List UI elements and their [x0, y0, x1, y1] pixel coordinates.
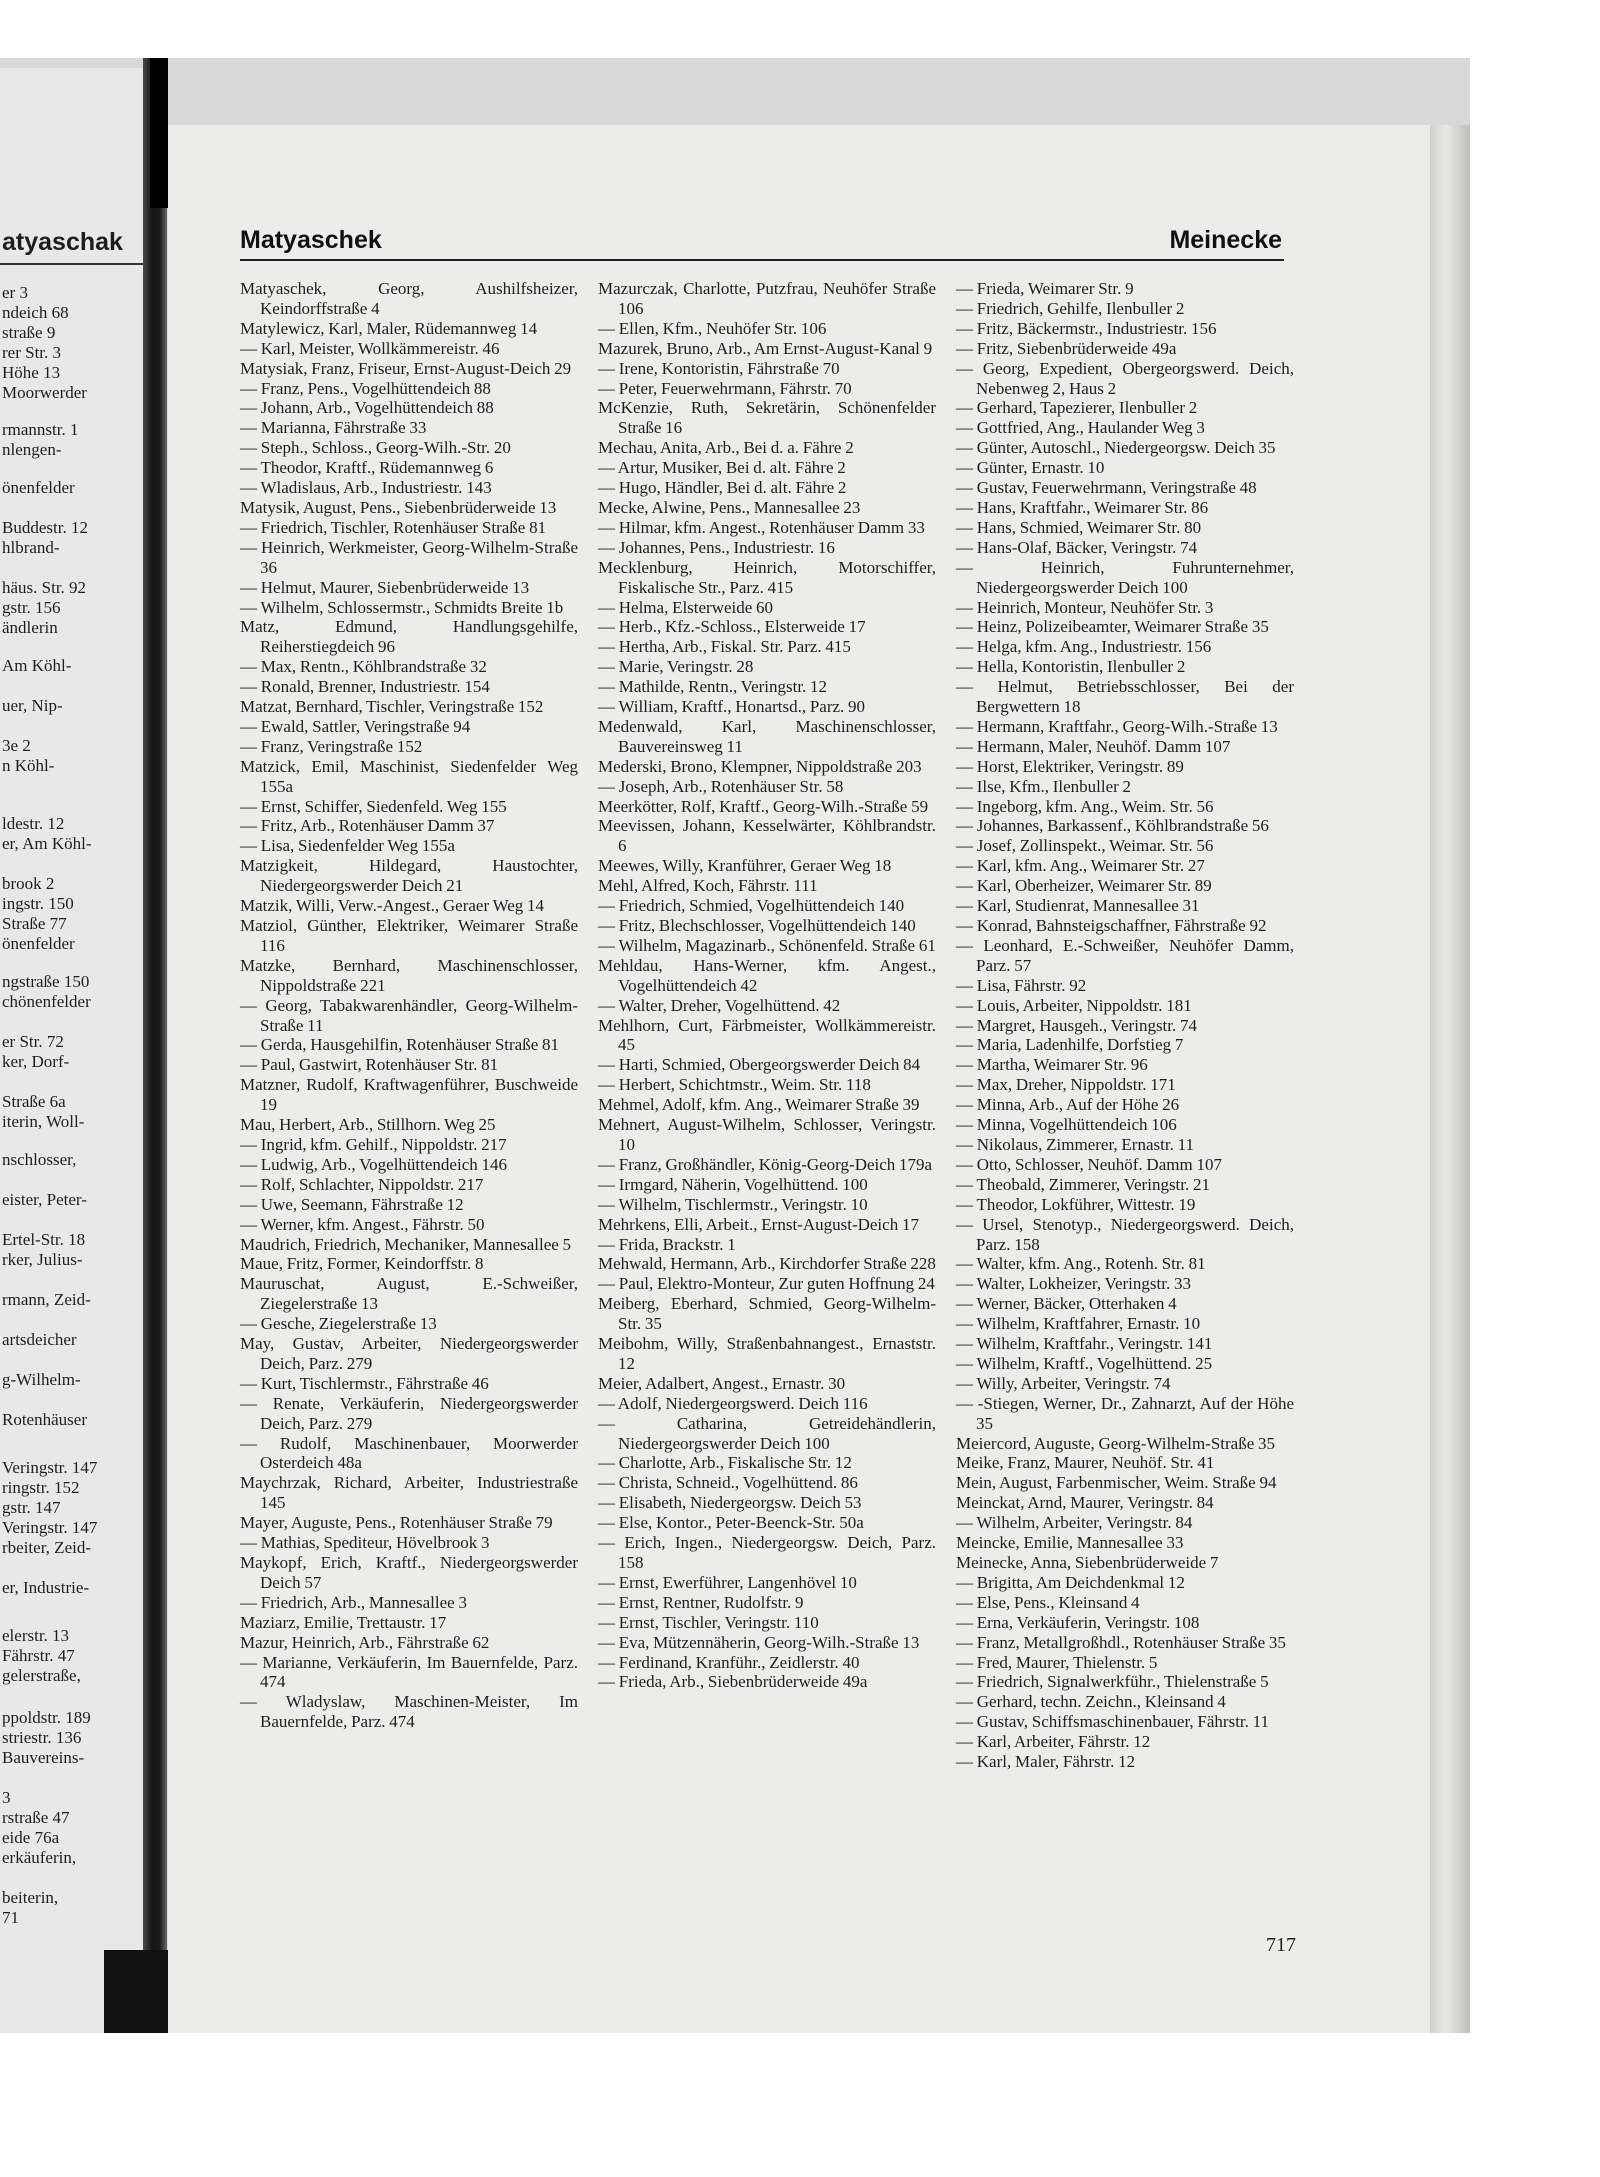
- directory-entry: — Ronald, Brenner, Industriestr. 154: [240, 677, 490, 697]
- directory-entry: — Harti, Schmied, Obergeorgswerder Deich 84: [598, 1055, 921, 1075]
- directory-entry: — Gustav, Schiffsmaschinenbauer, Fährstr. 11: [956, 1712, 1270, 1732]
- header-rule: [240, 259, 1284, 261]
- directory-entry: — Theodor, Lokführer, Wittestr. 19: [956, 1194, 1196, 1214]
- directory-entry: — Artur, Musiker, Bei d. alt. Fähre 2: [598, 458, 846, 478]
- directory-entry: — Fritz, Bäckermstr., Industriestr. 156: [956, 318, 1217, 338]
- directory-entry: — Josef, Zollinspekt., Weimar. Str. 56: [956, 836, 1214, 856]
- left-page-line: hlbrand-: [2, 538, 60, 557]
- directory-entry: Matz, Edmund, Handlungsgehilfe, Reiherstiegdeich 96: [240, 617, 578, 657]
- directory-entry: — Herbert, Schichtmstr., Weim. Str. 118: [598, 1075, 871, 1095]
- directory-entry: — Fritz, Arb., Rotenhäuser Damm 37: [240, 816, 495, 836]
- directory-entry: May, Gustav, Arbeiter, Niedergeorgswerder Deich, Parz. 279: [240, 1334, 578, 1373]
- directory-entry: — Irene, Kontoristin, Fährstraße 70: [598, 358, 840, 378]
- directory-entry: — Friedrich, Signalwerkführ., Thielenstraße 5: [956, 1672, 1269, 1692]
- scan-margin: [1470, 58, 1600, 2033]
- directory-entry: — Marianne, Verkäuferin, Im Bauernfelde, Parz. 474: [240, 1652, 578, 1692]
- directory-entry: — Otto, Schlosser, Neuhöf. Damm 107: [956, 1154, 1222, 1174]
- page-edge-stack: [1430, 125, 1470, 2033]
- left-page-line: Veringstr. 147: [2, 1518, 98, 1537]
- directory-entry: Mau, Herbert, Arb., Stillhorn. Weg 25: [240, 1115, 496, 1135]
- left-page-line: rker, Julius-: [2, 1250, 83, 1269]
- left-page-line: n Köhl-: [2, 756, 55, 775]
- directory-entry: — Martha, Weimarer Str. 96: [956, 1055, 1148, 1075]
- directory-entry: — Ellen, Kfm., Neuhöfer Str. 106: [598, 318, 827, 338]
- directory-entry: — Franz, Metallgroßhdl., Rotenhäuser Straße 35: [956, 1632, 1286, 1652]
- directory-entry: — Herb., Kfz.-Schloss., Elsterweide 17: [598, 617, 866, 637]
- directory-entry: Mederski, Brono, Klempner, Nippoldstraße 203: [598, 756, 922, 776]
- left-page-line: rer Str. 3: [2, 343, 62, 362]
- directory-entry: — Georg, Expedient, Obergeorgswerd. Deich, Nebenweg 2, Haus 2: [956, 358, 1294, 398]
- directory-entry: — Charlotte, Arb., Fiskalische Str. 12: [598, 1453, 852, 1473]
- directory-entry: Meinckat, Arnd, Maurer, Veringstr. 84: [956, 1493, 1214, 1513]
- directory-entry: — Konrad, Bahnsteigschaffner, Fährstraße 92: [956, 916, 1267, 935]
- directory-entry: — Fritz, Siebenbrüderweide 49a: [956, 338, 1177, 358]
- directory-entry: — Ernst, Schiffer, Siedenfeld. Weg 155: [240, 796, 507, 816]
- directory-entry: Mehrkens, Elli, Arbeit., Ernst-August-Deich 17: [598, 1214, 919, 1234]
- directory-entry: — Gerhard, techn. Zeichn., Kleinsand 4: [956, 1692, 1226, 1712]
- directory-entry: — Walter, Lokheizer, Veringstr. 33: [956, 1274, 1191, 1294]
- directory-entry: Mehl, Alfred, Koch, Fährstr. 111: [598, 876, 818, 896]
- directory-entry: — Ingrid, kfm. Gehilf., Nippoldstr. 217: [240, 1134, 507, 1154]
- left-page-line: ker, Dorf-: [2, 1052, 70, 1071]
- directory-entry: Maue, Fritz, Former, Keindorffstr. 8: [240, 1254, 484, 1274]
- directory-entry: — Ernst, Rentner, Rudolfstr. 9: [598, 1592, 804, 1612]
- directory-entry: Matysiak, Franz, Friseur, Ernst-August-Deich 29: [240, 358, 572, 378]
- directory-entry: — Lisa, Siedenfelder Weg 155a: [240, 836, 455, 856]
- directory-entry: — Gustav, Feuerwehrmann, Veringstraße 48: [956, 478, 1257, 498]
- left-page-fragment: [0, 68, 148, 2033]
- left-page-line: önenfelder: [2, 934, 75, 953]
- directory-entry: Matzik, Willi, Verw.-Angest., Geraer Weg 14: [240, 896, 545, 916]
- directory-entry: — Erich, Ingen., Niedergeorgsw. Deich, Parz. 158: [598, 1533, 936, 1572]
- directory-entry: — Heinz, Polizeibeamter, Weimarer Straße 35: [956, 617, 1269, 637]
- directory-entry: Matziol, Günther, Elektriker, Weimarer Straße 116: [240, 916, 578, 955]
- page-number: 717: [1266, 1934, 1296, 1956]
- directory-entry: — Steph., Schloss., Georg-Wilh.-Str. 20: [240, 438, 511, 458]
- directory-entry: — Hermann, Kraftfahr., Georg-Wilh.-Straße 13: [956, 716, 1278, 736]
- left-page-line: ändlerin: [2, 618, 58, 637]
- directory-entry: — Friedrich, Tischler, Rotenhäuser Straße 81: [240, 517, 547, 537]
- directory-entry: — Helga, kfm. Ang., Industriestr. 156: [956, 637, 1212, 657]
- directory-entry: — Karl, Arbeiter, Fährstr. 12: [956, 1732, 1151, 1752]
- directory-entry: — Max, Dreher, Nippoldstr. 171: [956, 1075, 1176, 1095]
- directory-entry: — Hans-Olaf, Bäcker, Veringstr. 74: [956, 537, 1198, 557]
- directory-entry: — Wilhelm, Kraftf., Vogelhüttend. 25: [956, 1353, 1213, 1373]
- directory-entry: — Hans, Kraftfahr., Weimarer Str. 86: [956, 497, 1209, 517]
- left-page-header: atyaschak: [2, 228, 123, 256]
- directory-entry: — Horst, Elektriker, Veringstr. 89: [956, 756, 1184, 776]
- directory-entry: — Hella, Kontoristin, Ilenbuller 2: [956, 657, 1186, 677]
- directory-entry: Meerkötter, Rolf, Kraftf., Georg-Wilh.-Straße 59: [598, 796, 929, 816]
- left-page-line: Höhe 13: [2, 363, 61, 382]
- left-page-line: häus. Str. 92: [2, 578, 87, 597]
- directory-entry: — Adolf, Niedergeorgswerd. Deich 116: [598, 1393, 868, 1413]
- left-page-line: Rotenhäuser: [2, 1410, 87, 1429]
- directory-entry: Mazur, Heinrich, Arb., Fährstraße 62: [240, 1632, 490, 1652]
- left-page-line: ndeich 68: [2, 303, 69, 322]
- left-page-line: uer, Nip-: [2, 696, 63, 715]
- directory-entry: Matzick, Emil, Maschinist, Siedenfelder Weg 155a: [240, 756, 578, 796]
- directory-entry: Matysik, August, Pens., Siebenbrüderweide 13: [240, 497, 557, 517]
- left-page-line: straße 9: [2, 323, 56, 342]
- directory-entry: — Wilhelm, Magazinarb., Schönenfeld. Straße 61: [598, 935, 936, 955]
- directory-entry: — Paul, Elektro-Monteur, Zur guten Hoffnung 24: [598, 1274, 935, 1294]
- directory-entry: — Irmgard, Näherin, Vogelhüttend. 100: [598, 1174, 868, 1194]
- directory-entry: — Heinrich, Monteur, Neuhöfer Str. 3: [956, 597, 1214, 617]
- directory-entry: — Wladyslaw, Maschinen-Meister, Im Bauernfelde, Parz. 474: [240, 1692, 578, 1732]
- left-page-line: Bauvereins-: [2, 1748, 85, 1767]
- directory-entry: — Minna, Arb., Auf der Höhe 26: [956, 1095, 1180, 1115]
- directory-entry: Meike, Franz, Maurer, Neuhöf. Str. 41: [956, 1453, 1215, 1473]
- directory-entry: — Uwe, Seemann, Fährstraße 12: [240, 1194, 464, 1214]
- directory-entry: Maudrich, Friedrich, Mechaniker, Mannesallee 5: [240, 1234, 572, 1254]
- directory-entry: — Frieda, Arb., Siebenbrüderweide 49a: [598, 1672, 868, 1692]
- directory-entry: — Hans, Schmied, Weimarer Str. 80: [956, 517, 1202, 537]
- directory-entry: Matzke, Bernhard, Maschinenschlosser, Nippoldstraße 221: [240, 955, 578, 995]
- directory-entry: — Friedrich, Gehilfe, Ilenbuller 2: [956, 298, 1185, 318]
- directory-entry: — Erna, Verkäuferin, Veringstr. 108: [956, 1612, 1200, 1632]
- left-page-line: gstr. 156: [2, 598, 61, 617]
- directory-entry: Mazurczak, Charlotte, Putzfrau, Neuhöfer Straße 106: [598, 279, 936, 318]
- directory-entry: — Günter, Autoschl., Niedergeorgsw. Deich 35: [956, 438, 1276, 458]
- left-page-line: rmann, Zeid-: [2, 1290, 91, 1309]
- directory-entry: Matzigkeit, Hildegard, Haustochter, Niedergeorgswerder Deich 21: [240, 856, 578, 896]
- directory-entry: — Wilhelm, Schlossermstr., Schmidts Breite 1b: [240, 597, 564, 617]
- directory-entry: — Catharina, Getreidehändlerin, Niedergeorgswerder Deich 100: [598, 1413, 936, 1453]
- directory-entry: — Karl, Maler, Fährstr. 12: [956, 1752, 1136, 1772]
- book-spine: [143, 58, 167, 2033]
- directory-column-1: [240, 279, 578, 1732]
- directory-entry: — Mathilde, Rentn., Veringstr. 12: [598, 677, 828, 697]
- directory-entry: Medenwald, Karl, Maschinenschlosser, Bauvereinsweg 11: [598, 716, 936, 756]
- left-page-line: Moorwerder: [2, 383, 87, 402]
- directory-entry: — Helmut, Betriebsschlosser, Bei der Bergwettern 18: [956, 677, 1294, 717]
- directory-entry: Meewes, Willy, Kranführer, Geraer Weg 18: [598, 856, 892, 876]
- directory-entry: — Leonhard, E.-Schweißer, Neuhöfer Damm, Parz. 57: [956, 935, 1294, 975]
- running-header-left: Matyaschek: [240, 226, 382, 254]
- left-page-line: er Str. 72: [2, 1032, 64, 1051]
- left-page-line: Am Köhl-: [2, 656, 72, 675]
- directory-entry: — Helmut, Maurer, Siebenbrüderweide 13: [240, 577, 530, 597]
- directory-entry: — Marianna, Fährstraße 33: [240, 418, 427, 438]
- directory-entry: — Heinrich, Werkmeister, Georg-Wilhelm-Straße 36: [240, 537, 578, 577]
- directory-entry: — Karl, Studienrat, Mannesallee 31: [956, 896, 1200, 916]
- directory-entry: — -Stiegen, Werner, Dr., Zahnarzt, Auf der Höhe 35: [956, 1393, 1294, 1433]
- left-page-line: ngstraße 150: [2, 972, 90, 991]
- directory-entry: — Günter, Ernastr. 10: [956, 458, 1105, 478]
- directory-entry: — Johannes, Pens., Industriestr. 16: [598, 537, 835, 557]
- left-page-line: eide 76a: [2, 1828, 60, 1847]
- left-page-line: brook 2: [2, 874, 55, 893]
- directory-entry: Meincke, Emilie, Mannesallee 33: [956, 1533, 1184, 1553]
- directory-entry: Mechau, Anita, Arb., Bei d. a. Fähre 2: [598, 438, 854, 458]
- left-page-line: önenfelder: [2, 478, 75, 497]
- left-page-line: Straße 6a: [2, 1092, 66, 1111]
- directory-entry: — Gerda, Hausgehilfin, Rotenhäuser Straße 81: [240, 1035, 559, 1055]
- left-page-line: iterin, Woll-: [2, 1112, 85, 1131]
- directory-entry: — Hilmar, kfm. Angest., Rotenhäuser Damm 33: [598, 517, 925, 537]
- left-page-line: erkäuferin,: [2, 1848, 77, 1867]
- left-page-line: g-Wilhelm-: [2, 1370, 81, 1389]
- directory-entry: — Ilse, Kfm., Ilenbuller 2: [956, 776, 1132, 796]
- directory-entry: — Helma, Elsterweide 60: [598, 597, 774, 617]
- left-page-line: artsdeicher: [2, 1330, 77, 1349]
- left-page-line: ppoldstr. 189: [2, 1708, 91, 1727]
- directory-entry: — Theobald, Zimmerer, Veringstr. 21: [956, 1174, 1211, 1194]
- directory-entry: — Ernst, Tischler, Veringstr. 110: [598, 1612, 819, 1632]
- directory-entry: — Fred, Maurer, Thielenstr. 5: [956, 1652, 1158, 1672]
- directory-entry: — Ingeborg, kfm. Ang., Weim. Str. 56: [956, 796, 1214, 816]
- directory-entry: — Hermann, Maler, Neuhöf. Damm 107: [956, 736, 1231, 756]
- directory-entry: — Karl, kfm. Ang., Weimarer Str. 27: [956, 856, 1205, 876]
- left-page-line: striestr. 136: [2, 1728, 82, 1747]
- directory-entry: — Joseph, Arb., Rotenhäuser Str. 58: [598, 776, 844, 796]
- directory-entry: Meibohm, Willy, Straßenbahnangest., Ernaststr. 12: [598, 1334, 936, 1373]
- directory-column-2: [598, 279, 936, 1692]
- directory-entry: Mecke, Alwine, Pens., Mannesallee 23: [598, 497, 861, 517]
- directory-entry: — Hugo, Händler, Bei d. alt. Fähre 2: [598, 478, 847, 498]
- directory-entry: Meiberg, Eberhard, Schmied, Georg-Wilhelm-Str. 35: [598, 1294, 936, 1334]
- directory-entry: — Gesche, Ziegelerstraße 13: [240, 1314, 437, 1334]
- directory-entry: — Wilhelm, Kraftfahr., Veringstr. 141: [956, 1334, 1213, 1354]
- directory-entry: — Wilhelm, Tischlermstr., Veringstr. 10: [598, 1194, 868, 1214]
- left-page-line: nschlosser,: [2, 1150, 77, 1169]
- left-page-line: ingstr. 150: [2, 894, 74, 913]
- directory-entry: — Rolf, Schlachter, Nippoldstr. 217: [240, 1174, 484, 1194]
- directory-entry: — Ferdinand, Kranführ., Zeidlerstr. 40: [598, 1652, 860, 1672]
- directory-entry: — Werner, kfm. Angest., Fährstr. 50: [240, 1214, 485, 1234]
- left-page-line: elerstr. 13: [2, 1626, 70, 1645]
- directory-entry: Mauruschat, August, E.-Schweißer, Ziegelerstraße 13: [240, 1274, 578, 1314]
- directory-entry: — Lisa, Fährstr. 92: [956, 975, 1087, 995]
- left-page-line: gstr. 147: [2, 1498, 61, 1517]
- directory-entry: — Johann, Arb., Vogelhüttendeich 88: [240, 398, 494, 418]
- directory-entry: — William, Kraftf., Honartsd., Parz. 90: [598, 697, 866, 717]
- directory-entry: — Gottfried, Ang., Haulander Weg 3: [956, 418, 1205, 438]
- directory-entry: — Frida, Brackstr. 1: [598, 1234, 736, 1254]
- spine-shadow-bottom: [104, 1950, 174, 2033]
- directory-column-3: [956, 279, 1294, 1772]
- left-page-line: ldestr. 12: [2, 814, 65, 833]
- directory-entry: — Ewald, Sattler, Veringstraße 94: [240, 716, 471, 736]
- directory-entry: — Friedrich, Schmied, Vogelhüttendeich 140: [598, 896, 905, 916]
- directory-entry: — Frieda, Weimarer Str. 9: [956, 279, 1134, 298]
- directory-entry: Matylewicz, Karl, Maler, Rüdemannweg 14: [240, 318, 538, 338]
- directory-entry: — Franz, Pens., Vogelhüttendeich 88: [240, 378, 491, 398]
- directory-entry: — Georg, Tabakwarenhändler, Georg-Wilhelm-Straße 11: [240, 995, 578, 1035]
- left-page-line: 71: [2, 1908, 19, 1927]
- directory-entry: — Heinrich, Fuhrunternehmer, Niedergeorgswerder Deich 100: [956, 557, 1294, 597]
- directory-entry: Meier, Adalbert, Angest., Ernastr. 30: [598, 1373, 846, 1393]
- directory-entry: Mehnert, August-Wilhelm, Schlosser, Veringstr. 10: [598, 1115, 936, 1154]
- directory-entry: — Karl, Oberheizer, Weimarer Str. 89: [956, 876, 1212, 896]
- left-page-line: ringstr. 152: [2, 1478, 80, 1497]
- directory-entry: — Brigitta, Am Deichdenkmal 12: [956, 1572, 1185, 1592]
- directory-entry: — Werner, Bäcker, Otterhaken 4: [956, 1294, 1177, 1314]
- directory-entry: — Elisabeth, Niedergeorgsw. Deich 53: [598, 1493, 862, 1513]
- directory-entry: — Gerhard, Tapezierer, Ilenbuller 2: [956, 398, 1198, 418]
- directory-entry: Matyaschek, Georg, Aushilfsheizer, Keindorffstraße 4: [240, 279, 578, 318]
- directory-entry: Mehwald, Hermann, Arb., Kirchdorfer Straße 228: [598, 1254, 936, 1274]
- directory-entry: — Wilhelm, Kraftfahrer, Ernastr. 10: [956, 1314, 1201, 1334]
- directory-entry: Mecklenburg, Heinrich, Motorschiffer, Fiskalische Str., Parz. 415: [598, 557, 936, 597]
- left-page-line: 3: [2, 1788, 11, 1807]
- left-page-line: rbeiter, Zeid-: [2, 1538, 91, 1557]
- directory-entry: Mehmel, Adolf, kfm. Ang., Weimarer Straße 39: [598, 1095, 920, 1115]
- directory-entry: — Else, Pens., Kleinsand 4: [956, 1592, 1140, 1612]
- directory-entry: — Ursel, Stenotyp., Niedergeorgswerd. Deich, Parz. 158: [956, 1214, 1294, 1254]
- directory-entry: Meevissen, Johann, Kesselwärter, Köhlbrandstr. 6: [598, 816, 936, 856]
- left-page-line: Ertel-Str. 18: [2, 1230, 86, 1249]
- left-page-line: rstraße 47: [2, 1808, 70, 1827]
- left-page-text: [0, 68, 148, 2033]
- directory-entry: Meinecke, Anna, Siebenbrüderweide 7: [956, 1553, 1219, 1572]
- directory-entry: — Walter, kfm. Ang., Rotenh. Str. 81: [956, 1254, 1206, 1274]
- directory-entry: — Ernst, Ewerführer, Langenhövel 10: [598, 1572, 857, 1592]
- left-page-line: Fährstr. 47: [2, 1646, 75, 1665]
- directory-entry: — Wladislaus, Arb., Industriestr. 143: [240, 478, 492, 498]
- left-page-line: eister, Peter-: [2, 1190, 87, 1209]
- directory-entry: — Willy, Arbeiter, Veringstr. 74: [956, 1373, 1171, 1393]
- directory-entry: — Theodor, Kraftf., Rüdemannweg 6: [240, 458, 494, 478]
- directory-entry: — Nikolaus, Zimmerer, Ernastr. 11: [956, 1134, 1194, 1154]
- directory-entry: — Friedrich, Arb., Mannesallee 3: [240, 1592, 467, 1612]
- directory-entry: Mayer, Auguste, Pens., Rotenhäuser Straße 79: [240, 1513, 553, 1533]
- directory-entry: Mehldau, Hans-Werner, kfm. Angest., Vogelhüttendeich 42: [598, 955, 936, 995]
- directory-entry: — Franz, Großhändler, König-Georg-Deich 179a: [598, 1154, 933, 1174]
- directory-entry: — Max, Rentn., Köhlbrandstraße 32: [240, 657, 487, 677]
- left-page-line: nlengen-: [2, 440, 62, 459]
- directory-entry: — Ludwig, Arb., Vogelhüttendeich 146: [240, 1154, 507, 1174]
- running-header-right: Meinecke: [1169, 226, 1282, 254]
- directory-entry: Meiercord, Auguste, Georg-Wilhelm-Straße 35: [956, 1433, 1276, 1453]
- directory-entry: — Wilhelm, Arbeiter, Veringstr. 84: [956, 1513, 1193, 1533]
- directory-entry: — Paul, Gastwirt, Rotenhäuser Str. 81: [240, 1055, 499, 1075]
- directory-entry: — Walter, Dreher, Vogelhüttend. 42: [598, 995, 841, 1015]
- directory-entry: — Christa, Schneid., Vogelhüttend. 86: [598, 1473, 858, 1493]
- directory-entry: — Else, Kontor., Peter-Beenck-Str. 50a: [598, 1513, 864, 1533]
- directory-entry: Maykopf, Erich, Kraftf., Niedergeorgswerder Deich 57: [240, 1553, 578, 1592]
- directory-entry: — Hertha, Arb., Fiskal. Str. Parz. 415: [598, 637, 851, 657]
- left-page-line: Straße 77: [2, 914, 67, 933]
- directory-entry: Matzner, Rudolf, Kraftwagenführer, Buschweide 19: [240, 1075, 578, 1115]
- directory-entry: Maychrzak, Richard, Arbeiter, Industriestraße 145: [240, 1473, 578, 1513]
- left-page-line: Veringstr. 147: [2, 1458, 98, 1477]
- directory-entry: — Rudolf, Maschinenbauer, Moorwerder Osterdeich 48a: [240, 1433, 578, 1473]
- left-page-line: chönenfelder: [2, 992, 91, 1011]
- directory-entry: — Eva, Mützennäherin, Georg-Wilh.-Straße 13: [598, 1632, 920, 1652]
- directory-entry: — Fritz, Blechschlosser, Vogelhüttendeich 140: [598, 916, 916, 935]
- directory-entry: — Minna, Vogelhüttendeich 106: [956, 1115, 1177, 1135]
- directory-entry: — Franz, Veringstraße 152: [240, 736, 423, 756]
- directory-entry: Mazurek, Bruno, Arb., Am Ernst-August-Kanal 9: [598, 338, 933, 358]
- spine-shadow-top: [150, 58, 168, 208]
- left-page-line: gelerstraße,: [2, 1666, 81, 1685]
- directory-entry: — Louis, Arbeiter, Nippoldstr. 181: [956, 995, 1192, 1015]
- left-page-line: er, Industrie-: [2, 1578, 90, 1597]
- left-page-line: er, Am Köhl-: [2, 834, 92, 853]
- left-page-line: Buddestr. 12: [2, 518, 88, 537]
- directory-entry: Mein, August, Farbenmischer, Weim. Straße 94: [956, 1473, 1277, 1493]
- directory-entry: — Peter, Feuerwehrmann, Fährstr. 70: [598, 378, 852, 398]
- directory-entry: — Karl, Meister, Wollkämmereistr. 46: [240, 338, 500, 358]
- directory-entry: — Kurt, Tischlermstr., Fährstraße 46: [240, 1373, 489, 1393]
- directory-entry: McKenzie, Ruth, Sekretärin, Schönenfelder Straße 16: [598, 398, 936, 438]
- directory-entry: — Maria, Ladenhilfe, Dorfstieg 7: [956, 1035, 1184, 1055]
- left-page-line: 3e 2: [2, 736, 31, 755]
- directory-entry: — Johannes, Barkassenf., Köhlbrandstraße 56: [956, 816, 1269, 836]
- left-page-line: er 3: [2, 283, 28, 302]
- directory-entry: Matzat, Bernhard, Tischler, Veringstraße 152: [240, 697, 544, 717]
- directory-entry: — Margret, Hausgeh., Veringstr. 74: [956, 1015, 1198, 1035]
- left-page-line: rmannstr. 1: [2, 420, 79, 439]
- directory-entry: — Marie, Veringstr. 28: [598, 657, 754, 677]
- directory-entry: — Mathias, Spediteur, Hövelbrook 3: [240, 1533, 490, 1553]
- directory-entry: Maziarz, Emilie, Trettaustr. 17: [240, 1612, 447, 1632]
- directory-entry: — Renate, Verkäuferin, Niedergeorgswerder Deich, Parz. 279: [240, 1393, 578, 1433]
- left-page-line: beiterin,: [2, 1888, 59, 1907]
- directory-entry: Mehlhorn, Curt, Färbmeister, Wollkämmereistr. 45: [598, 1015, 936, 1055]
